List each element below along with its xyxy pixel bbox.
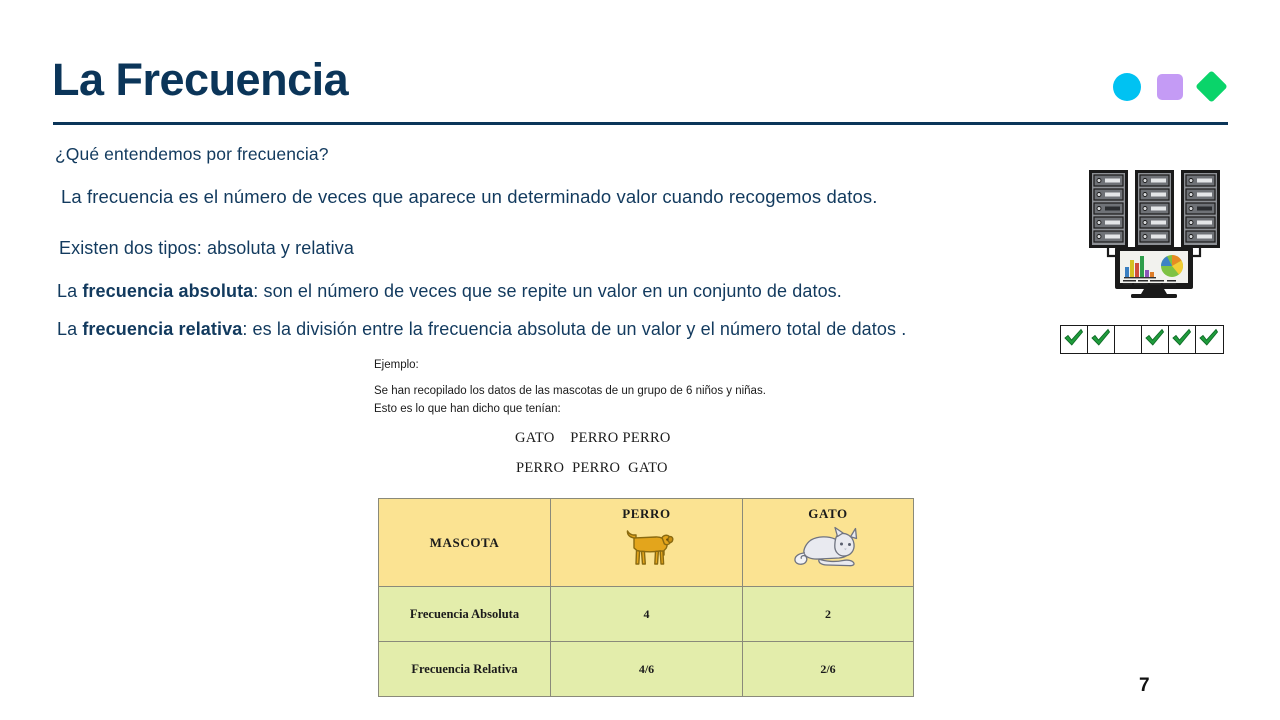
cell-relativa-gato: 2/6: [743, 642, 914, 697]
raw-data-row-2: PERRO PERRO GATO: [516, 460, 668, 476]
relative-frequency-text: [57, 319, 906, 340]
table-row: [379, 642, 914, 697]
cell-absoluta-gato: 2: [743, 587, 914, 642]
row-header-label: MASCOTA: [429, 534, 500, 550]
decorative-shapes-group: [1113, 73, 1231, 103]
dog-icon: [620, 524, 674, 572]
title-divider: [53, 122, 1228, 125]
relative-rest: : es la división entre la frecuencia absoluta de un valor y el número total de datos .: [242, 319, 907, 339]
absolute-term: frecuencia absoluta: [82, 281, 254, 301]
tally-box-6: [1196, 326, 1223, 353]
example-description-line2: Esto es lo que han dicho que tenían:: [374, 403, 561, 415]
types-text: Existen dos tipos: absoluta y relativa: [59, 238, 354, 258]
absolute-prefix: La: [57, 281, 83, 301]
frequency-table: [378, 498, 914, 697]
server-cluster-icon: [1084, 160, 1224, 298]
absolute-frequency-text: [57, 281, 842, 302]
table-corner-cell: [379, 499, 551, 587]
question-text: ¿Qué entendemos por frecuencia?: [55, 144, 329, 164]
cell-relativa-perro: 4/6: [551, 642, 743, 697]
diamond-shape: [1195, 70, 1228, 103]
tally-box-1: [1061, 326, 1088, 353]
page-title: La Frecuencia: [52, 54, 349, 105]
tally-box-3: [1115, 326, 1142, 353]
cat-icon: [791, 524, 865, 568]
tally-box-4: [1142, 326, 1169, 353]
relative-prefix: La: [57, 319, 83, 339]
absolute-rest: : son el número de veces que se repite un valor en un conjunto de datos.: [253, 281, 842, 301]
page-number: 7: [1139, 675, 1150, 696]
cell-absoluta-perro: 4: [551, 587, 743, 642]
definition-text: La frecuencia es el número de veces que aparece un determinado valor cuando recogemos datos.: [61, 186, 878, 207]
column-label-gato: GATO: [808, 505, 848, 521]
table-header-cell-gato: [743, 499, 914, 587]
example-label: Ejemplo:: [374, 359, 419, 371]
row-label-frecuencia-absoluta: Frecuencia Absoluta: [379, 587, 551, 642]
table-header-row: [379, 499, 914, 587]
table-header-cell-perro: [551, 499, 743, 587]
row-label-frecuencia-relativa: Frecuencia Relativa: [379, 642, 551, 697]
tally-checkbox-strip: [1060, 325, 1224, 354]
tally-box-5: [1169, 326, 1196, 353]
example-description-line1: Se han recopilado los datos de las mascotas de un grupo de 6 niños y niñas.: [374, 385, 766, 397]
tally-box-2: [1088, 326, 1115, 353]
square-shape: [1157, 74, 1183, 100]
circle-shape: [1113, 73, 1141, 101]
table-row: [379, 587, 914, 642]
relative-term: frecuencia relativa: [82, 319, 243, 339]
raw-data-row-1: GATO PERRO PERRO: [515, 430, 671, 446]
column-label-perro: PERRO: [622, 505, 671, 521]
